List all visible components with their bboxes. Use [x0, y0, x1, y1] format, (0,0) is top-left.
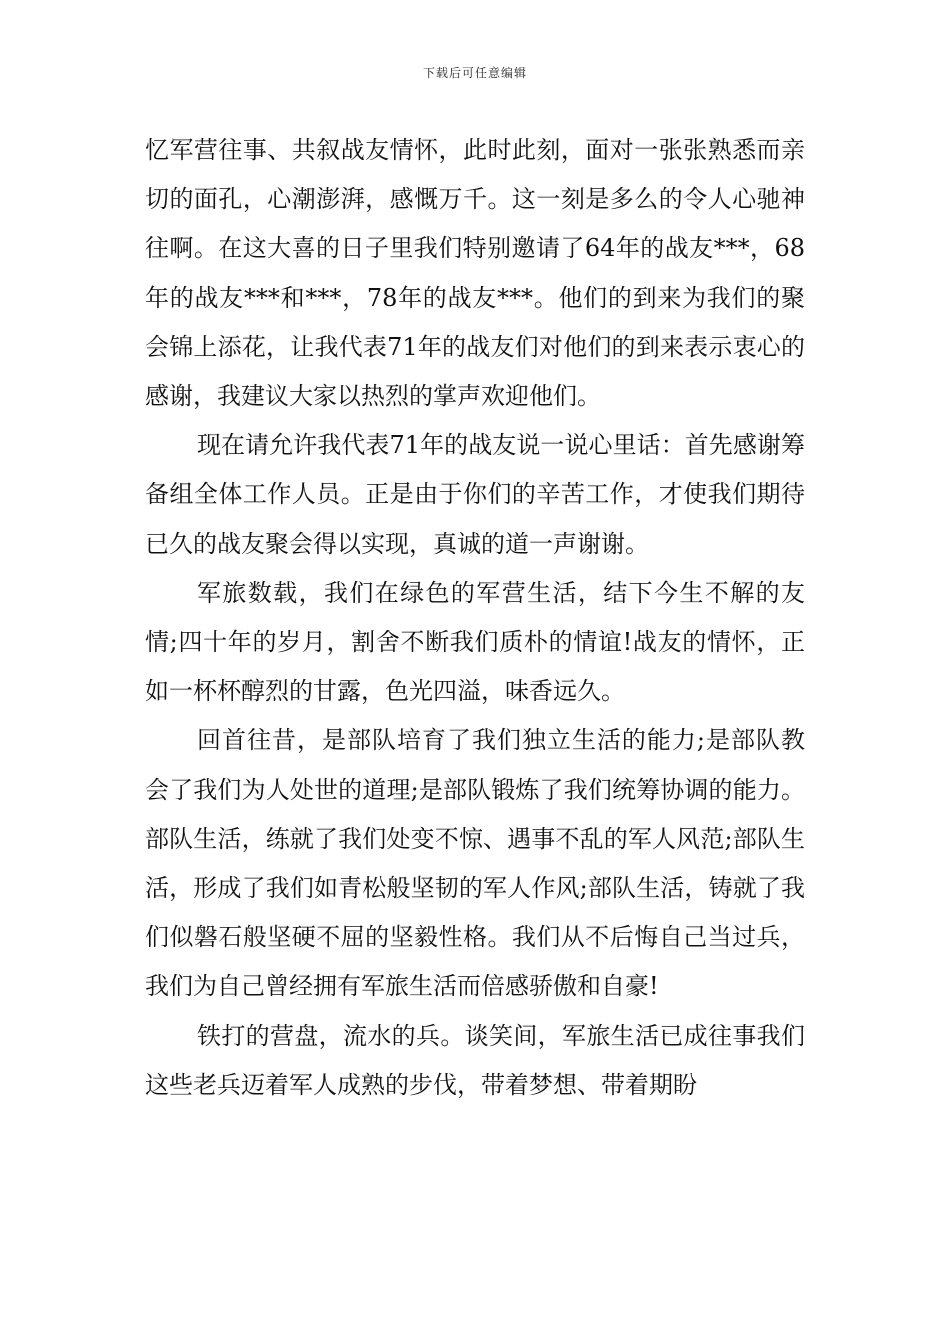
paragraph-4: 回首往昔，是部队培育了我们独立生活的能力;是部队教会了我们为人处世的道理;是部队锻炼了我们统筹协调的能力。部队生活，练就了我们处变不惊、遇事不乱的军人风范;部队生活，形成了我们如青松般坚韧的军人作风;部队生活，铸就了我们似磐石般坚硬不屈的坚毅性格。我们从不后悔自己当过兵，我们为自己曾经拥有军旅生活而倍感骄傲和自豪! [145, 726, 805, 1001]
paragraph-1: 忆军营往事、共叙战友情怀，此时此刻，面对一张张熟悉而亲切的面孔，心潮澎湃，感慨万千。这一刻是多么的令人心驰神往啊。在这大喜的日子里我们特别邀请了64年的战友***，68年的战友***和***，78年的战友***。他们的到来为我们的聚会锦上添花，让我代表71年的战友们对他们的到来表示衷心的感谢，我建议大家以热烈的掌声欢迎他们。 [145, 136, 805, 411]
document-body [145, 126, 805, 1110]
paragraph-5: 铁打的营盘，流水的兵。谈笑间，军旅生活已成往事我们这些老兵迈着军人成熟的步伐，带着梦想、带着期盼 [145, 1021, 805, 1099]
page-header: 下载后可任意编辑 [422, 66, 527, 80]
paragraph-2: 现在请允许我代表71年的战友说一说心里话：首先感谢筹备组全体工作人员。正是由于你们的辛苦工作，才使我们期待已久的战友聚会得以实现，真诚的道一声谢谢。 [145, 431, 805, 558]
paragraph-3: 军旅数载，我们在绿色的军营生活，结下今生不解的友情;四十年的岁月，割舍不断我们质朴的情谊!战友的情怀，正如一杯杯醇烈的甘露，色光四溢，味香远久。 [145, 578, 805, 706]
